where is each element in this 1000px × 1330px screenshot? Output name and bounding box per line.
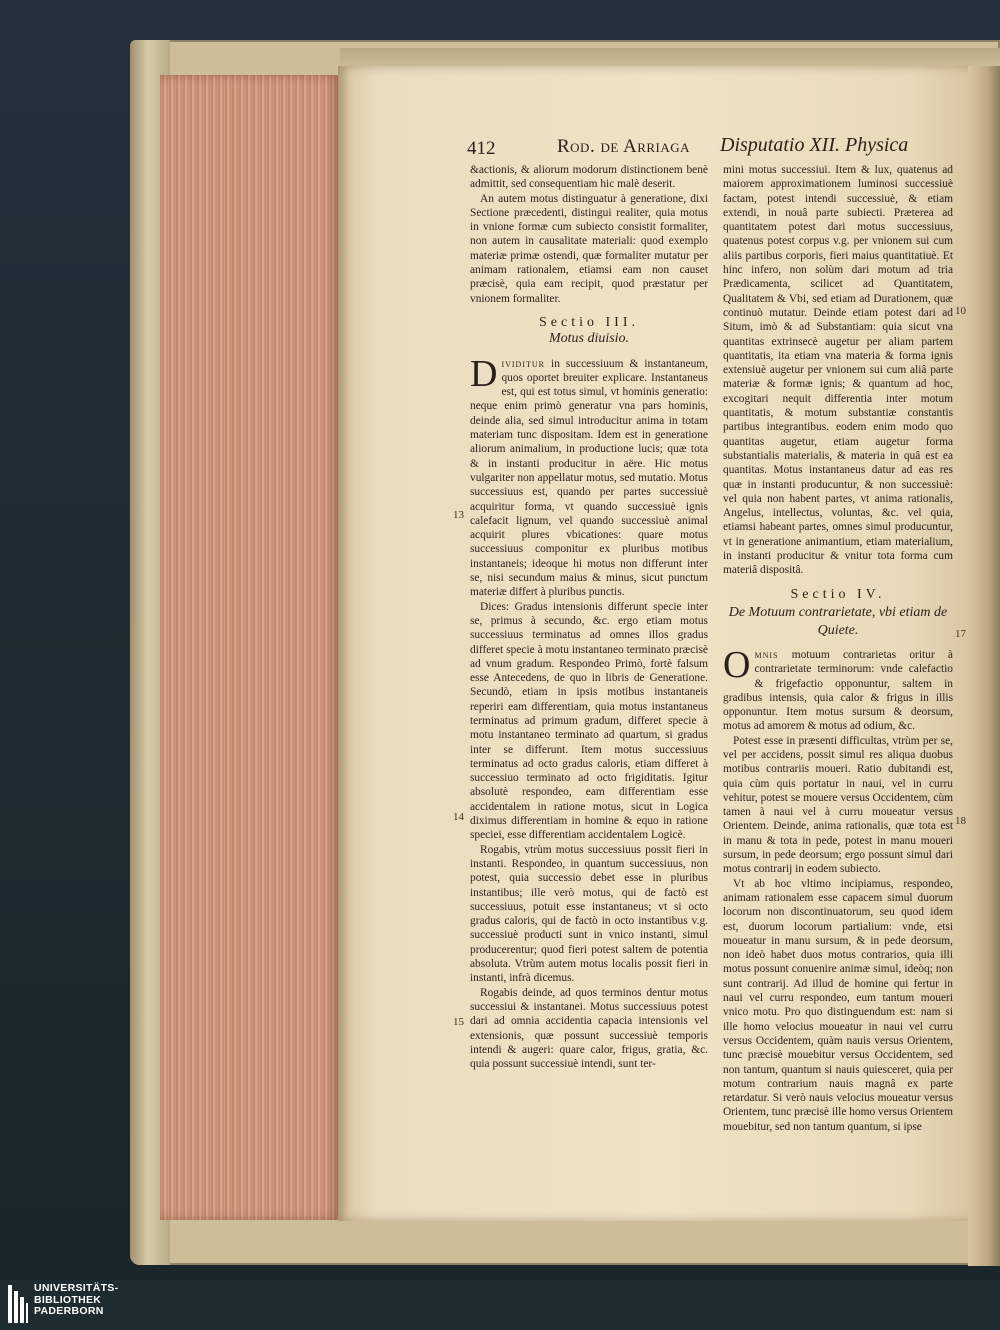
paragraph: Potest esse in præsenti difficultas, vtrùm per se, vel per accidens, possit simul res aliqua duobus motibus contrariis moueri. Ratio dubitandi est, quia cùm quis portatur in naui, vel in curru vehitur, potest se mouere versus Occidentem, cùm tamen à naui vel à curru moueatur versus Orientem. Deinde, anima rationalis, quæ tota est in manu & tota in pede, potest in manu moueri sursum, in pede deorsum; ergo possunt simul dari motus contrarij in eodem subiecto. [723, 734, 953, 876]
margin-number: 17 [955, 628, 966, 640]
library-name-line: PADERBORN [34, 1305, 104, 1317]
section-title: Sectio IV. [790, 586, 886, 602]
library-name-line: UNIVERSITÄTS- [34, 1282, 119, 1294]
lead-word: mnis [754, 648, 779, 661]
lead-word: ividitur [501, 357, 545, 370]
margin-number: 10 [955, 305, 966, 317]
page-edges [160, 75, 340, 1220]
section-subtitle: De Motuum contrarietate, vbi etiam de Quiete. [728, 604, 948, 638]
margin-number: 13 [453, 509, 464, 521]
paragraph: Rogabis, vtrùm motus successiuus possit fieri in instanti. Respondeo, in quantum successiuus, non potest, quia successio debet esse in pluribus instantibus; ille verò motus, qui de factò est successiuus, potuit esse instantaneus; vt si octo gradus caloris, qui de factò in octo instantibus v.g. successiuè producti sunt in vnico instanti, simul producerentur; quod fieri potest saltem de potentia absoluta. Vtrùm autem motus localis possit fieri in instanti, infrà dicemus. [470, 843, 708, 985]
section-subtitle: Motus diuisio. [548, 331, 630, 347]
left-column [470, 163, 708, 1071]
margin-number: 14 [453, 811, 464, 823]
paragraph: Vt ab hoc vltimo incipiamus, respondeo, animam rationalem esse capacem simul duorum locorum non discontinuatorum, seu quod idem est, duorum locorum partialium: vnde, etsi moueatur in manu sursum, & in pede deorsum, non ideò habet duos motus contrarios, quia illi motus possunt conuenire animæ simul, ideòq; non sunt contrarij. Ad illud de homine qui fertur in naui vel curru respondeo, eum tantum moueri vnico motu. Pro quo distinguendum est: nam si ille homo velocius moueatur in naui vel curru versus Occidentem, quàm nauis versus Orientem, tunc præcisè mouebitur versus Occidentem, sed non tantum, quantum si nauis quiesceret, quia per motum contrarium nauis magnâ ex parte retardatur. Si verò nauis velocius moueatur versus Orientem, tunc præcisè ille homo versus Orientem mouebitur, sed non tantum quantum, si ipse [723, 877, 953, 1133]
paragraph: Rogabis deinde, ad quos terminos dentur motus successiui & instantanei. Motus successiuus potest dari ad omnia accidentia capacia intensionis vel extensionis, quæ possunt successiuè temporis intendi & augeri: quare calor, frigus, gratia, &c. quia possunt successiuè intendi, sunt ter- [470, 986, 708, 1071]
library-name-line: BIBLIOTHEK [34, 1293, 102, 1306]
page-number: 412 [467, 138, 496, 159]
paragraph: &actionis, & aliorum modorum distinctionem benè admittit, sed consequentiam hic malè deserit. [470, 164, 708, 191]
section-title: Sectio III. [539, 314, 639, 330]
margin-number: 18 [955, 815, 966, 827]
paragraph-body: motuum contrarietas oritur à contrarietate terminorum: vnde calefactio & frigefactio opponuntur, saltem in gradibus intensis, quia calor & frigus in illis opponuntur. Item motus sursum & deorsum, motus ad amorem & motus ad odium, &c. [723, 648, 953, 733]
paragraph: An autem motus distinguatur à generatione, dixi Sectione præcedenti, distingui realiter, quia motus in vnione formæ cum subiecto consistit formaliter, non autem in causalitate materiali: quod exemplo materiæ primæ ostendi, quæ formaliter mutatur per animam rationalem, etiamsi eam non causet præcisè, quia eam recipit, quod præstatur per vnionem formaliter. [470, 192, 708, 305]
disputation-title: Disputatio XII. Physica [720, 134, 909, 156]
library-logo-icon [8, 1285, 28, 1323]
paragraph-with-dropcap [723, 643, 953, 734]
library-name [34, 1283, 118, 1318]
paragraph-body: in successiuum & instantaneum, quos oportet breuiter explicare. Instantaneus est, qui est totus simul, vt hominis generatio: neque enim primò generatur vna pars hominis, deinde alia, sed simul introducitur anima in totam materiam tunc dispositam. Idem est in generatione aliorum animalium, in productione lucis; quæ tota & in instanti producitur in aëre. Hic motus vulgariter non appellatur motus, sed mutatio. Motus successiuus est, quando per partes successiuè acquiritur forma, vt quando successiuè ignis calefacit lignum, vel quando successiuè animal acquirit plures vbicationes: quare motus successiuus componitur ex pluribus motibus instantaneis; ideoque hi motus non differunt inter se, nisi secundum maius & minus, sicut punctum materiæ differt à pluribus punctis. [470, 357, 708, 599]
margin-number: 15 [453, 1016, 464, 1028]
paragraph: mini motus successiui. Item & lux, quatenus ad maiorem approximationem luminosi successiuè factam, potest intendi successiuè, & etiam extendi, in nouâ parte subiecti. Præterea ad quantitatem potest dari motus successiuus, quatenus potest corpus v.g. per vnionem sui cum aliis partibus corporis, fieri maius quantitatiuè. Et hinc infero, non solùm dari motum ad tria Prædicamenta, scilicet ad Quantitatem, Qualitatem & Vbi, sed etiam ad Durationem, quæ continuò mutatur. Deinde etiam potest dari ad Situm, imò & ad Substantiam: quia sicut vna quantitas extrinsecè augetur per aliam partem quantitatis, ita etiam vna materia & forma ignis extensiuè augetur per vnionem sui cum aliâ parte materiæ & formæ ignis; & quantum ad hoc, excogitari nequit differentia inter motum quantitatis, & motum substantiæ constantis partibus integrantibus. eodem enim modo quo quantitas augetur, etiam augetur forma substantialis materialis, & materia in quâ est ea quantitas. Motus instantaneus datur ad eas res quæ in instanti producuntur, & non successiuè: vel quia non habent partes, vt anima rationalis, Angelus, intellectus, voluntas, &c. vel quia, etiamsi habeant partes, omnes simul producuntur, vt in generatione animantium, etiam materialium, in instanti producitur & vnitur tota forma cum materiâ dispositâ. [723, 164, 953, 577]
footer-bar [0, 1280, 1000, 1330]
right-column [723, 163, 953, 1134]
paragraph: Dices: Gradus intensionis differunt specie inter se, primus à secundo, &c. ergo etiam motus successiuus terminatus ad omnes illos gradus differet specie à motu instantaneo terminato præcisè ad vnum gradum. Respondeo Primò, fortè falsum esse Antecedens, de quo in libris de Generatione. Secundò, etiam in ipsis motibus instantaneis reperiri eam differentiam, quia motus instantaneus terminatus ad primum gradum, differet specie à motu instantaneo terminato ad quartum, si gradus inter se differunt. Item motus successiuus terminatus ad octo gradus caloris, etiam differet à successiuo terminato ad octo frigiditatis. Igitur absolutè respondeo, eam differentiam esse accidentalem in ratione motus, sicut in Logica diximus differentiam in homine & equo in ratione speciei, esse differentiam accidentalem Logicè. [470, 600, 708, 842]
dropcap: D [470, 352, 498, 395]
dropcap: O [723, 643, 751, 686]
page-gutter [968, 66, 1000, 1266]
running-title: Rod. de Arriaga [557, 136, 691, 157]
paragraph-with-dropcap [470, 352, 708, 600]
